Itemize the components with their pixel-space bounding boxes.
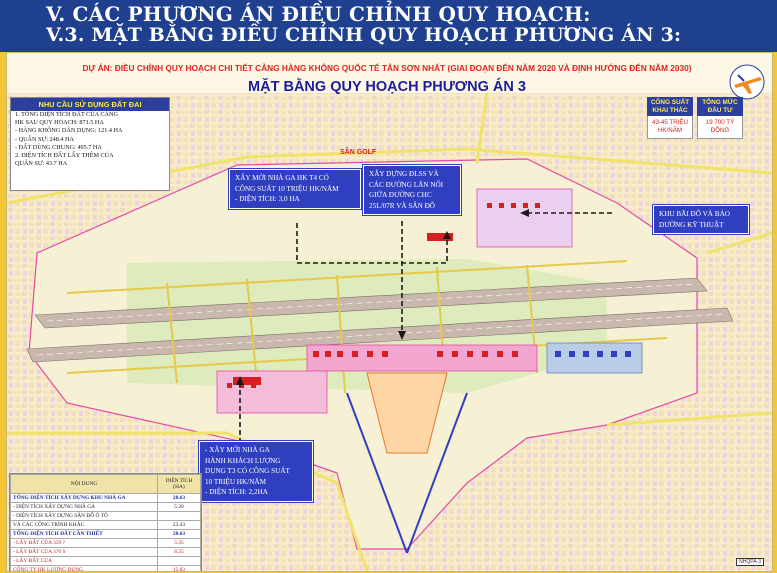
row-area: 28.63 <box>158 530 201 539</box>
callout-line: - DIỆN TÍCH: 2,2HA <box>205 488 268 496</box>
col-item-header: NỘI DUNG <box>11 475 158 494</box>
subsection-heading: V.3. MẶT BẰNG ĐIỀU CHỈNH QUY HOẠCH PHƯƠNG ÁN 3: <box>46 24 682 46</box>
table-row <box>11 539 201 548</box>
land-use-row: - QUÂN SỰ: 248.4 HA <box>15 135 74 143</box>
capacity-value: 43-45 TRIỆU HK/NĂM <box>647 116 693 139</box>
row-item: - LẤY ĐẤT CỦA <box>11 557 158 566</box>
callout-line: DỤNG T3 CÓ CÔNG SUẤT <box>205 467 290 475</box>
apron-northeast <box>477 189 572 247</box>
callout-line: - DIỆN TÍCH: 3,0 HA <box>235 195 300 203</box>
callout-line: CÔNG SUẤT 10 TRIỆU HK/NĂM <box>235 184 339 193</box>
callout-line: - XÂY MỚI NHÀ GA <box>205 446 270 454</box>
row-area: 5.20 <box>158 503 201 512</box>
section-heading: V. CÁC PHƯƠNG ÁN ĐIỀU CHỈNH QUY HOẠCH: <box>46 2 591 26</box>
callout-t3-terminal <box>199 441 313 502</box>
capacity-header: CÔNG SUẤT KHAI THÁC <box>647 97 693 116</box>
plan-sheet <box>6 52 773 572</box>
callout-line: 10 TRIỆU HK/NĂM <box>205 477 266 486</box>
apron-central <box>307 345 537 371</box>
slide-heading-band <box>0 0 777 52</box>
row-area <box>158 557 201 566</box>
callout-maintenance-area <box>653 205 749 234</box>
row-area <box>158 512 201 521</box>
capacity-kpi <box>647 97 693 139</box>
row-item: TỔNG DIỆN TÍCH XÂY DỰNG KHU NHÀ GA <box>11 494 158 503</box>
area-table <box>9 473 202 572</box>
sheet-tag: NHQPA-3 <box>736 558 764 566</box>
callout-t4-terminal <box>229 169 361 209</box>
land-use-row: 2. DIỆN TÍCH ĐẤT LẤY THÊM CỦA <box>15 152 114 160</box>
row-item: - DIỆN TÍCH XÂY DỰNG SÂN ĐỖ Ô TÔ <box>11 512 158 521</box>
apron-military <box>547 343 642 373</box>
row-area: 15.03 <box>158 566 201 573</box>
project-title: DỰ ÁN: ĐIỀU CHỈNH QUY HOẠCH CHI TIẾT CẢNG HÀNG KHÔNG QUỐC TẾ TÂN SƠN NHẤT (GIAI ĐOẠN ĐẾN NĂM 2020 VÀ ĐỊNH HƯỚNG ĐẾN NĂM 2030) <box>82 63 692 73</box>
callout-taxiways <box>363 165 461 215</box>
investment-kpi <box>697 97 743 139</box>
land-use-row: - ĐẤT DÙNG CHUNG: 495.7 HA <box>15 143 102 151</box>
row-item: VÀ CÁC CÔNG TRÌNH KHÁC <box>11 521 158 530</box>
callout-line: GIỮA ĐƯỜNG CHC <box>369 191 432 199</box>
investment-value: 19 700 TỶ ĐỒNG <box>697 116 743 139</box>
table-row <box>11 512 201 521</box>
callout-line: KHU BÃI ĐỖ VÀ BẢO <box>659 210 730 218</box>
row-area: 23.43 <box>158 521 201 530</box>
row-area: 5.35 <box>158 539 201 548</box>
area-table-header <box>11 475 201 494</box>
table-row <box>11 494 201 503</box>
callout-line: XÂY DỰNG ĐLSS VÀ <box>369 170 439 178</box>
plan-title: MẶT BẰNG QUY HOẠCH PHƯƠNG ÁN 3 <box>248 79 526 95</box>
table-row <box>11 566 201 573</box>
callout-line: 25L/07R VÀ SÂN ĐỖ <box>369 201 435 210</box>
row-item: - DIỆN TÍCH XÂY DỰNG NHÀ GA <box>11 503 158 512</box>
land-use-header: NHU CẦU SỬ DỤNG ĐẤT ĐAI <box>11 98 169 111</box>
land-use-row: - HÀNG KHÔNG DÂN DỤNG: 121.4 HA <box>15 127 123 135</box>
callout-line: HÀNH KHÁCH LƯỢNG <box>205 456 281 465</box>
land-use-row: 1. TỔNG DIỆN TÍCH ĐẤT CỦA CẢNG <box>15 111 118 118</box>
golf-course-label: SÂN GOLF <box>340 149 377 156</box>
airport-logo-icon <box>728 63 766 101</box>
table-row <box>11 557 201 566</box>
area-table-body <box>11 494 201 573</box>
row-item: CÔNG TY HK LƯƠNG DỤNG <box>11 566 158 573</box>
land-use-row: QUÂN SỰ: 43.7 HA <box>15 160 68 168</box>
table-row <box>11 503 201 512</box>
row-item: - LẤY ĐẤT CỦA 359 ? <box>11 539 158 548</box>
row-area: 8.25 <box>158 548 201 557</box>
callout-line: DƯỠNG KỸ THUẬT <box>659 220 724 229</box>
col-area-header: DIỆN TÍCH (HA) <box>158 475 201 494</box>
land-use-row: HK SAU QUY HOẠCH: 871.5 HA <box>15 119 104 127</box>
callout-line: CÁC ĐƯỜNG LĂN NỐI <box>369 180 444 189</box>
land-use-panel <box>10 97 170 191</box>
row-item: - LẤY ĐẤT CỦA 370 S <box>11 548 158 557</box>
table-row <box>11 530 201 539</box>
row-area: 28.63 <box>158 494 201 503</box>
row-item: TỔNG DIỆN TÍCH ĐẤT CẦN THIẾT <box>11 530 158 539</box>
investment-header: TỔNG MỨC ĐẦU TƯ <box>697 97 743 116</box>
callout-line: XÂY MỚI NHÀ GA HK T4 CÓ <box>235 174 329 182</box>
table-row <box>11 548 201 557</box>
table-row <box>11 521 201 530</box>
